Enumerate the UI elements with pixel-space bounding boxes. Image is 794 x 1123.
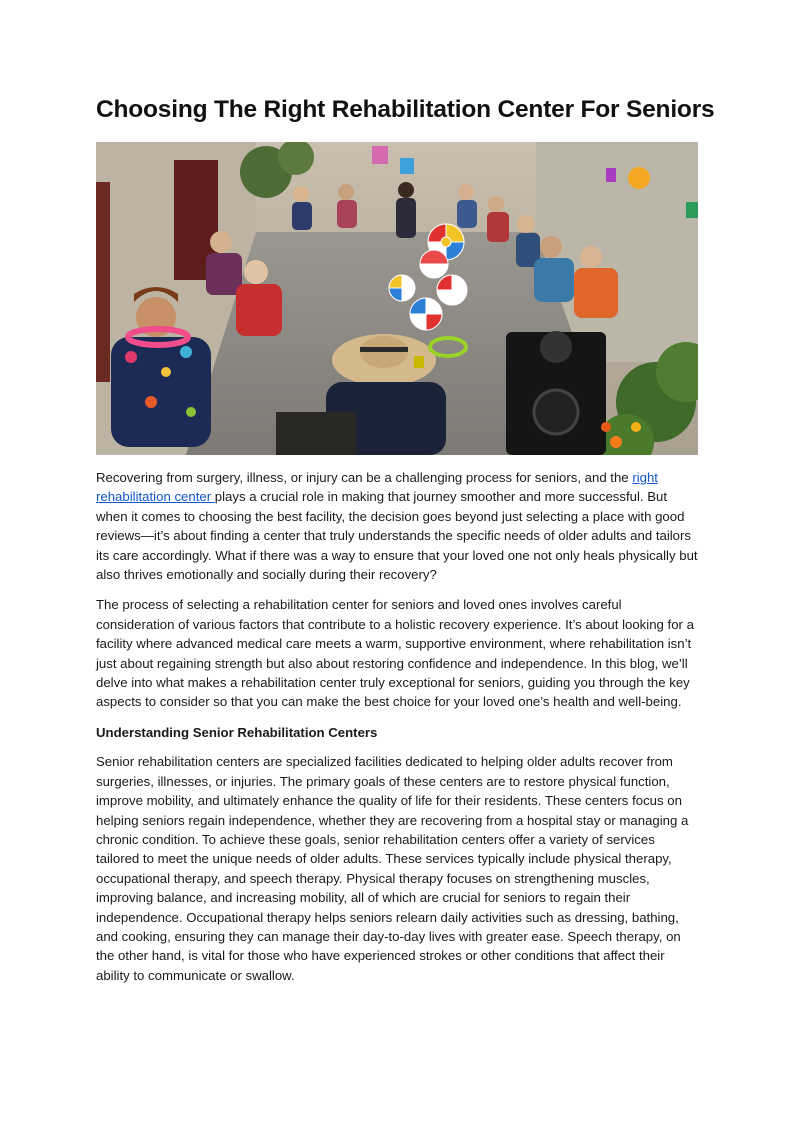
intro-paragraph: [96, 468, 700, 584]
section-heading: Understanding Senior Rehabilitation Centers: [96, 724, 378, 740]
intro-text-start: Recovering from surgery, illness, or injury can be a challenging process for seniors, and the: [96, 470, 633, 485]
section-paragraph: Senior rehabilitation centers are specialized facilities dedicated to helping older adults recover from surgeries, illnesses, or injuries. The primary goals of these centers are to restore physical function, improve mobility, and ultimately enhance the quality of life for their residents. These centers focus on helping seniors regain independence, whether they are recovering from a hospital stay or managing a chronic condition. To achieve these goals, senior rehabilitation centers offer a variety of services tailored to meet the unique needs of older adults. These services typically include physical therapy, occupational therapy, and speech therapy. Physical therapy focuses on strengthening muscles, improving balance, and increasing mobility, all of which are crucial for seniors to regain their independence. Occupational therapy helps seniors relearn daily activities such as dressing, bathing, and cooking, ensuring they can manage their day-to-day lives with greater ease. Speech therapy, on the other hand, is vital for those who have experienced strokes or other conditions that affect their ability to communicate or swallow.: [96, 754, 689, 983]
intro-text-end: plays a crucial role in making that journey smoother and more successful. But when it comes to choosing the best facility, the decision goes beyond just selecting a place with good reviews—it’s about finding a center that truly understands the specific needs of older adults and tailors its care accordingly. What if there was a way to ensure that your loved one not only heals physically but also thrives emotionally and socially during their recovery?: [96, 489, 698, 583]
page-title: Choosing The Right Rehabilitation Center For Seniors: [96, 96, 715, 123]
article-body: [96, 468, 700, 996]
second-paragraph: The process of selecting a rehabilitation center for seniors and loved ones involves careful consideration of various factors that contribute to a holistic recovery experience. It’s about looking for a facility where advanced medical care meets a warm, supportive environment, where rehabilitation isn’t just about regaining strength but also about restoring confidence and independence. In this blog, we’ll delve into what makes a rehabilitation center truly exceptional for seniors, guiding you through the key aspects to consider so that you can make the best choice for your loved one’s health and well-being.: [96, 597, 694, 710]
featured-photo: [96, 142, 698, 455]
rehab-center-link[interactable]: right rehabilitation center: [96, 470, 658, 505]
